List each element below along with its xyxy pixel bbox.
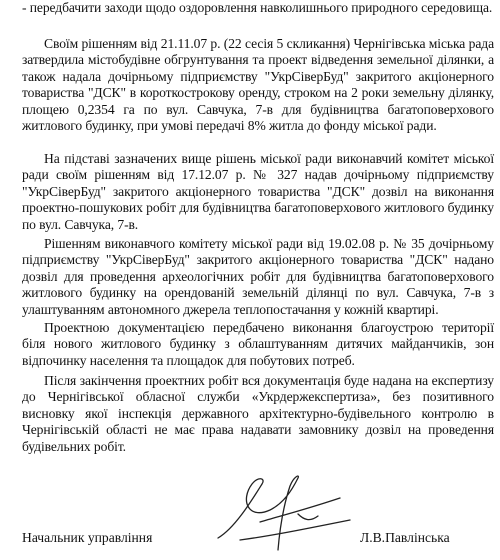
paragraph-executive-committee-permit: На підставі зазначених вище рішень міської ради виконавчий комітет міської ради своїм рішенням від 17.12.07 р. № 327 надав дочірньому підприємству "УкрСіверБуд" закритого акціонерного товариства "ДСК" дозвіл на виконання проектно-пошукових робіт для будівництва багатоповерхового житлового будинку по вул. Савчука, 7-в.: [22, 151, 494, 232]
paragraph-archaeological-works: Рішенням виконавчого комітету міської ради від 19.02.08 р. № 35 дочірньому підприємству "УкрСіверБуд" закритого акціонерного товариства "ДСК" надано дозвіл для проведення археологічних робіт для будівництва багатоповерхового житлового будинку на орендованій земельній ділянці по вул. Савчука, 7-в з улаштуванням автономного джерела теплопостачання у кожній квартирі.: [22, 236, 494, 317]
handwritten-signature: [200, 470, 360, 555]
paragraph-expertise: Після закінчення проектних робіт вся документація буде надана на експертизу до Чернігівської обласної служби «Укрдержекспертиза», без позитивного висновку якої інспекція державного архітектурно-будівельного контролю в Чернігівській області не має права надавати замовнику дозвіл на проведення будівельних робіт.: [22, 373, 494, 454]
signatory-position: Начальник управління: [22, 530, 153, 545]
paragraph-environment-measures: - передбачити заходи щодо оздоровлення навколишнього природного середовища.: [22, 0, 493, 15]
paragraph-landscaping: Проектною документацією передбачено виконання благоустрою території біля нового житлового будинку з облаштуванням дитячих майданчиків, зон відпочинку населення та площадок для побутових потреб.: [22, 320, 494, 368]
signatory-name: Л.В.Павлінська: [360, 530, 450, 545]
paragraph-city-council-decision: Своїм рішенням від 21.11.07 р. (22 сесія 5 скликання) Чернігівська міська рада затвердила містобудівне обгрунтування та проект відведення земельної ділянки, а також надала дочірньому підприємству "УкрСіверБуд" закритого акціонерного товариства "ДСК" в короткострокову оренду, строком на 2 роки земельну ділянку, площею 0,2354 га по вул. Савчука, 7-в для будівництва багатоповерхового житлового будинку, при умові передачі 8% житла до фонду міської ради.: [22, 36, 494, 134]
